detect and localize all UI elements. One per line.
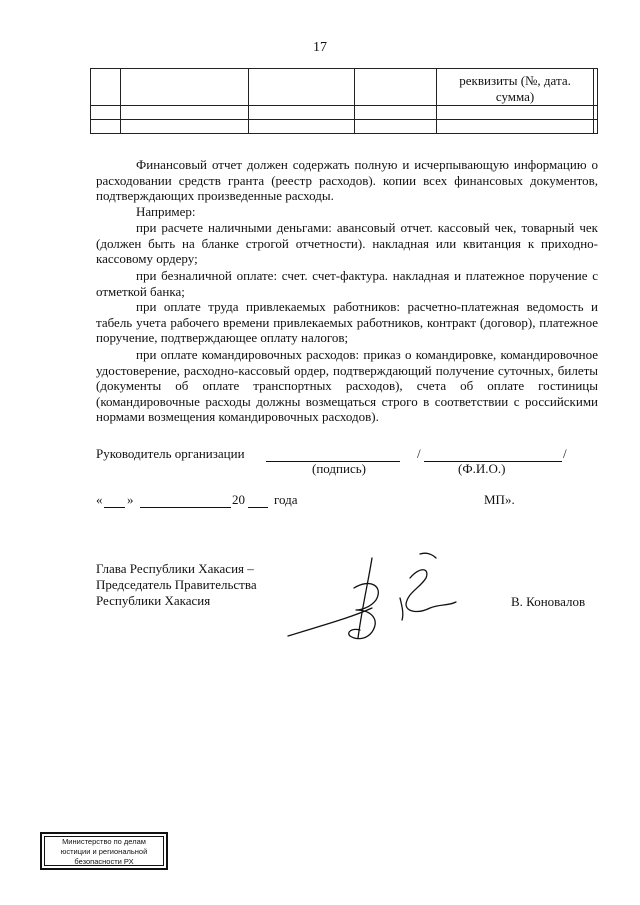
requisites-table [90,68,598,134]
official-title-line1: Глава Республики Хакасия – [96,561,254,576]
table-cell [248,106,355,120]
table-cell [437,106,594,120]
paragraph-financial-report: Финансовый отчет должен содержать полную и исчерпывающую информацию о расходовании средств гранта (реестр расходов). копии всех финансовых документов, подтверждающих произведенные расходы. [96,157,598,204]
table-cell [120,69,248,106]
head-label: Руководитель организации [96,446,245,461]
stamp-line1: Министерство по делам [62,837,146,846]
name-caption: (Ф.И.О.) [458,461,506,476]
day-line [104,507,125,508]
stamp-line2: юстиции и региональной [60,847,148,856]
date-close-quote: » [127,492,134,507]
paragraph-cashless: при безналичной оплате: счет. счет-фактура. накладная и платежное поручение с отметкой банка; [96,268,598,299]
table-cell [120,106,248,120]
slash-open: / [417,446,421,461]
page-number: 17 [313,40,327,55]
table-cell [120,120,248,134]
table-cell [248,120,355,134]
official-title-line3: Республики Хакасия [96,593,211,608]
signatory-name: В. Коновалов [511,594,586,609]
date-open-quote: « [96,492,103,507]
paragraph-travel: при оплате командировочных расходов: приказ о командировке, командировочное удостоверение, расходно-кассовый ордер, подтверждающий получение суточных, билеты (документы об оплате транспортных расходов), счета об оплате гостиницы (командировочные расходы должны возмещаться строго в соответствии с российскими нормами возмещения командировочных расходов). [96,347,598,425]
table-cell [248,69,355,106]
official-title-line2: Председатель Правительства [96,577,257,592]
year-line [248,507,268,508]
registration-stamp [40,832,168,870]
table-cell [593,69,597,106]
table-row [91,120,598,134]
century: 20 [232,492,245,507]
slash-close: / [563,446,567,461]
table-cell [91,120,121,134]
paragraph-example: Например: [136,204,196,219]
table-row [91,69,598,106]
table-cell [91,69,121,106]
table-row [91,106,598,120]
table-cell [355,106,437,120]
year-word: года [274,492,298,507]
requisites-line2: сумма) [495,88,535,104]
table-cell [437,120,594,134]
handwritten-signature [280,548,480,658]
paragraph-labor: при оплате труда привлекаемых работников: расчетно-платежная ведомость и табель учета рабочего времени привлекаемых работников, контракт (договор), платежное поручение, подтверждающее оплату налогов; [96,299,598,346]
table-cell [593,120,597,134]
month-line [140,507,231,508]
table-cell [355,69,437,106]
table-cell [91,106,121,120]
signature-caption: (подпись) [312,461,366,476]
seal-label: МП». [484,492,515,507]
table-cell [593,106,597,120]
paragraph-cash: при расчете наличными деньгами: авансовый отчет. кассовый чек, товарный чек (должен быть на бланке строгой отчетности). накладная или квитанция к приходно-кассовому ордеру; [96,220,598,267]
requisites-line1: реквизиты (№, дата. [459,72,571,88]
table-cell-requisites [437,69,594,106]
official-title [96,561,257,609]
table-cell [355,120,437,134]
stamp-line3: безопасности РХ [74,857,134,866]
